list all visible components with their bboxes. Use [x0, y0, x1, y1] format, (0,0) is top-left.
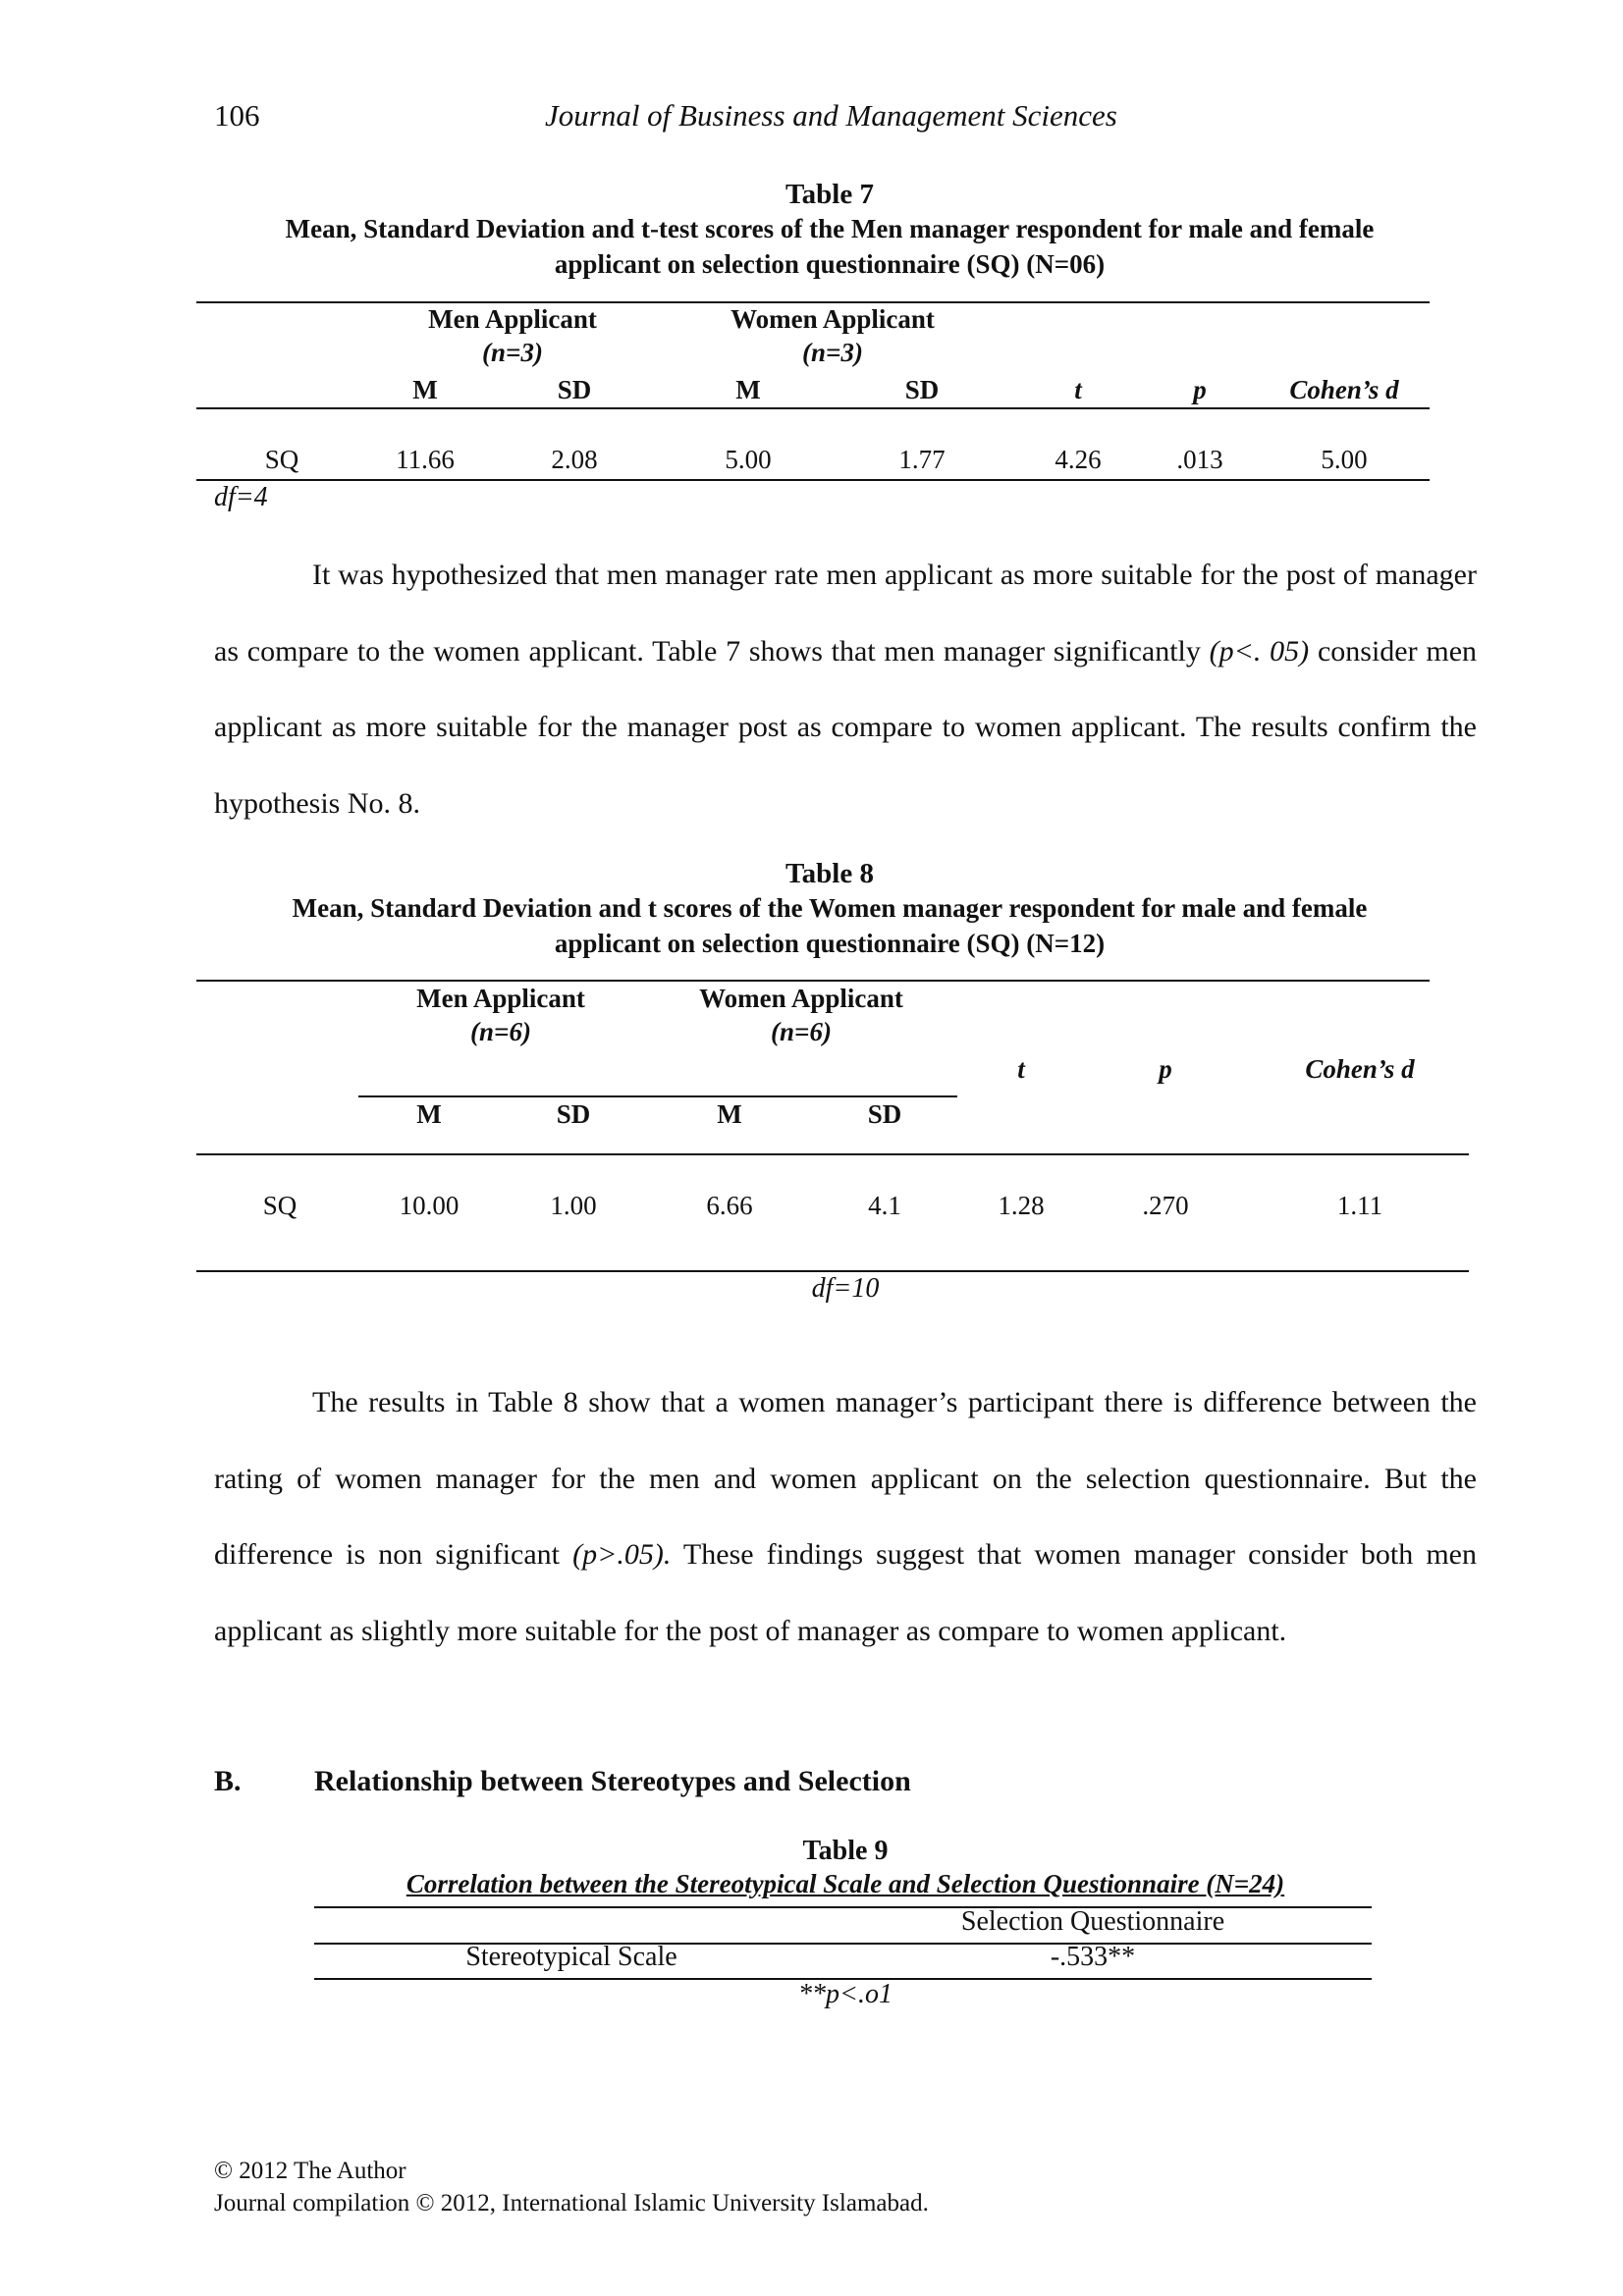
footer: [214, 2155, 929, 2219]
paragraph-2-text-b: These findings suggest that women manager consider both men applicant as slightly more suitable for the post of manager as compare to women applicant.: [214, 1538, 1477, 1647]
table8-cell-sd-men: 1.00: [550, 1191, 597, 1220]
section-letter: B.: [214, 1765, 242, 1797]
table8-bottom-rule: [196, 1270, 1469, 1272]
page-number: 106: [214, 98, 260, 133]
table8-cell-cohens-d: 1.11: [1336, 1191, 1383, 1220]
table8-group-rule: [358, 1095, 957, 1097]
table7-group-men: Men Applicant: [428, 304, 597, 334]
table8-col-m-women: M: [717, 1099, 742, 1129]
journal-title: Journal of Business and Management Sciences: [545, 98, 1117, 133]
paragraph-2: [214, 1364, 1477, 1669]
table8-col-sd-men: SD: [556, 1099, 591, 1129]
table7-cell-p: .013: [1176, 445, 1223, 474]
table7-bottom-rule: [196, 479, 1430, 481]
table8-label: Table 8: [785, 858, 874, 889]
table8-note: df=10: [811, 1273, 880, 1304]
footer-copyright: © 2012 The Author: [214, 2158, 406, 2184]
table8-group-women-n: (n=6): [771, 1017, 832, 1046]
table8-title-line1: Mean, Standard Deviation and t scores of the Women manager respondent for male and female: [292, 893, 1368, 923]
table8-cell-p: .270: [1142, 1191, 1189, 1220]
paragraph-1-italic: (p<. 05): [1209, 634, 1310, 667]
table7-cell-cohens-d: 5.00: [1321, 445, 1368, 474]
paragraph-2-italic: (p>.05).: [572, 1538, 672, 1571]
table8-col-cohens-d: Cohen’s d: [1305, 1054, 1415, 1084]
table7-col-p: p: [1193, 375, 1207, 404]
table7-col-m-men: M: [412, 375, 438, 404]
table7-cell-sd-women: 1.77: [898, 445, 946, 474]
table8-col-m-men: M: [416, 1099, 442, 1129]
paragraph-1-text-a: It was hypothesized that men manager rate men applicant as more suitable for the post of manager as compare to the women applicant. Table 7 shows that men manager significantly: [214, 559, 1477, 667]
table7-cell-m-men: 11.66: [396, 445, 455, 474]
table9-row-value: -.533**: [1050, 1942, 1136, 1972]
table7-label: Table 7: [785, 179, 874, 210]
table8-group-women: Women Applicant: [699, 984, 903, 1013]
table7-caption: [191, 179, 1468, 282]
table7-cell-sd-men: 2.08: [551, 445, 598, 474]
table8-cell-m-men: 10.00: [399, 1191, 460, 1220]
table8-top-rule: [196, 980, 1430, 982]
paragraph-1-text-b: consider men applicant as more suitable for the manager post as compare to women applicant. The results confirm the hypothesis No. 8.: [214, 634, 1478, 820]
table7-row-label: SQ: [264, 445, 299, 474]
table7-cell-m-women: 5.00: [725, 445, 772, 474]
table8-cell-t: 1.28: [998, 1191, 1045, 1220]
table8-col-p: p: [1159, 1054, 1172, 1084]
table7-header-rule: [196, 407, 1430, 409]
table9-col-selection: Selection Questionnaire: [960, 1906, 1225, 1937]
table8-group-men: Men Applicant: [416, 984, 585, 1013]
table9-label: Table 9: [802, 1836, 889, 1866]
table8-col-t: t: [1017, 1054, 1025, 1084]
table8-col-sd-women: SD: [867, 1099, 902, 1129]
table9-note: **p<.o1: [798, 1979, 893, 2009]
table7-title-line1: Mean, Standard Deviation and t-test scores of the Men manager respondent for male and female: [285, 214, 1375, 243]
table8-cell-m-women: 6.66: [706, 1191, 753, 1220]
table8-header-rule: [196, 1153, 1469, 1155]
table7-note: df=4: [214, 482, 268, 512]
paragraph-2-text-a: The results in Table 8 show that a women manager’s participant there is difference between the rating of women manager for the men and women applicant on the selection questionnaire. But the difference is non significant: [214, 1386, 1477, 1571]
footer-compilation: Journal compilation © 2012, International Islamic University Islamabad.: [214, 2190, 929, 2216]
table9-title: Correlation between the Stereotypical Scale and Selection Questionnaire (N=24): [406, 1869, 1285, 1898]
table8-group-men-n: (n=6): [470, 1017, 531, 1046]
table7-group-women-n: (n=3): [802, 338, 863, 367]
table7-title-line2: applicant on selection questionnaire (SQ) (N=06): [554, 249, 1106, 279]
table8-title-line2: applicant on selection questionnaire (SQ) (N=12): [554, 929, 1106, 958]
table7-col-m-women: M: [735, 375, 761, 404]
table7-group-men-n: (n=3): [482, 338, 543, 367]
table7-col-t: t: [1074, 375, 1082, 404]
section-title: Relationship between Stereotypes and Selection: [314, 1765, 911, 1797]
paragraph-1: [214, 537, 1477, 841]
table8-row-label: SQ: [262, 1191, 298, 1220]
table7-col-cohens-d: Cohen’s d: [1289, 375, 1399, 404]
table7-col-sd-women: SD: [904, 375, 940, 404]
table7-group-women: Women Applicant: [730, 304, 935, 334]
table8-caption: [191, 858, 1468, 961]
table8-cell-sd-women: 4.1: [868, 1191, 901, 1220]
table7-col-sd-men: SD: [557, 375, 592, 404]
table7-top-rule: [196, 301, 1430, 303]
table9-row-label: Stereotypical Scale: [465, 1942, 677, 1972]
table7-cell-t: 4.26: [1055, 445, 1102, 474]
